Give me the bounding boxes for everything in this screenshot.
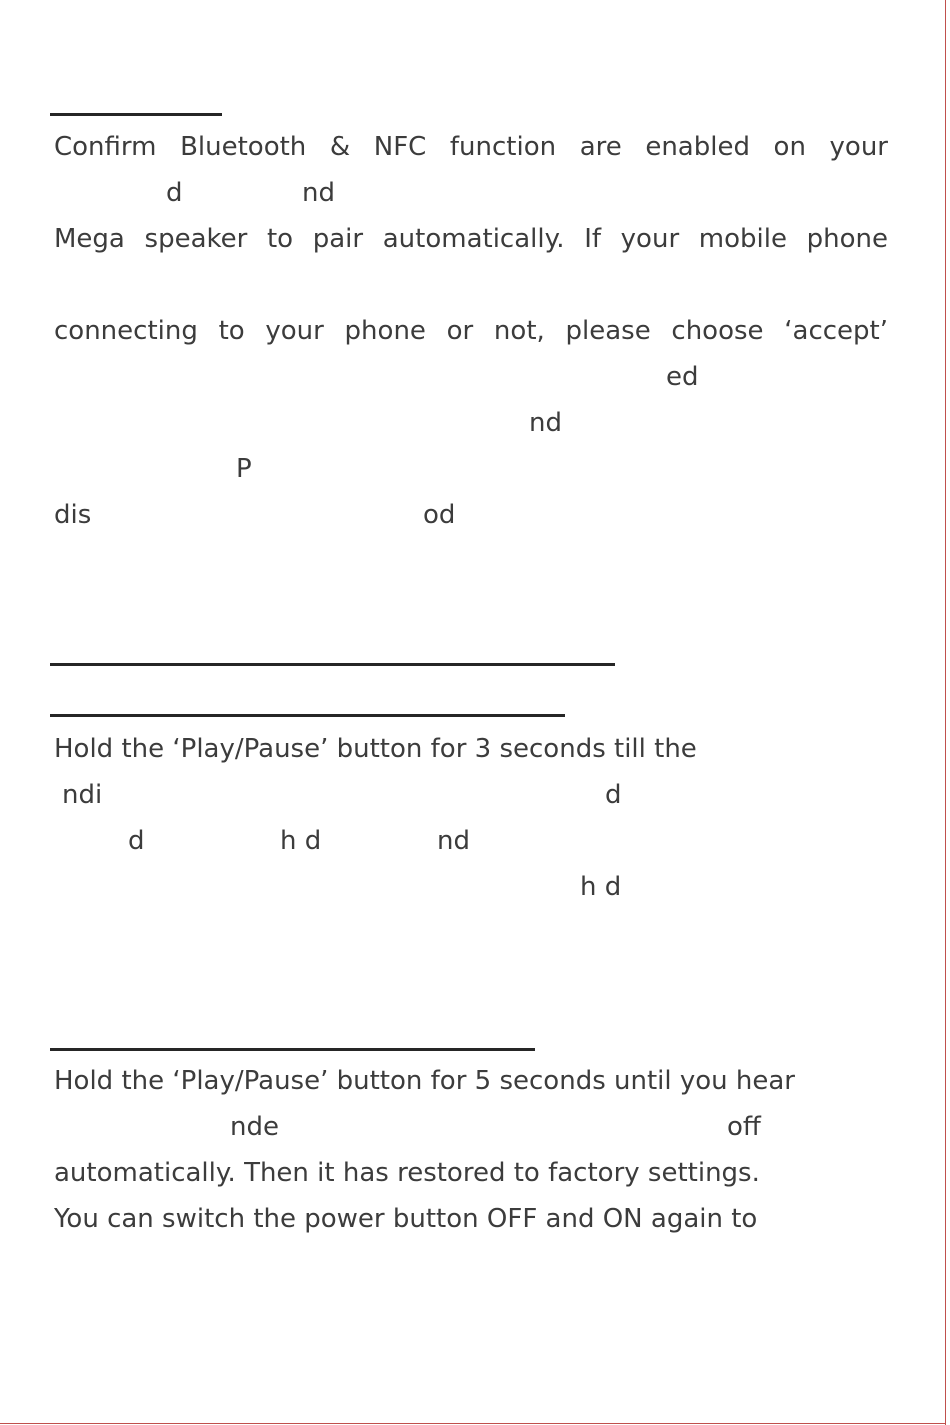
section-nfc-heading-rule — [50, 113, 222, 116]
section-reset-heading-rule — [50, 1048, 535, 1051]
section-nfc-fragment-ed: ed — [666, 362, 699, 392]
section-nfc-fragment-nd: nd — [302, 178, 335, 208]
section-nfc-fragment-d: d — [166, 178, 183, 208]
section-pairing-fragment-ndi: ndi — [62, 780, 103, 810]
section-pairing-fragment-hd: h d — [280, 826, 322, 856]
section-pairing-fragment-hd-2: h d — [580, 872, 622, 902]
page-border-right — [945, 0, 946, 1425]
section-reset-line-1: Hold the ‘Play/Pause’ button for 5 seconds until you hear — [54, 1066, 795, 1096]
page-border-bottom — [0, 1423, 946, 1424]
section-pairing-fragment-d-2: d — [128, 826, 145, 856]
section-pairing-fragment-nd: nd — [437, 826, 470, 856]
section-nfc-line-1: Confirm Bluetooth & NFC function are enabled on your — [54, 132, 888, 162]
section-nfc-fragment-p: P — [236, 454, 252, 484]
section-reset-line-3: automatically. Then it has restored to factory settings. — [54, 1158, 760, 1188]
section-pairing-heading-rule — [50, 714, 565, 717]
section-nfc-fragment-od: od — [423, 500, 456, 530]
section-pairing-fragment-d: d — [605, 780, 622, 810]
section-reset-fragment-off: off — [727, 1112, 761, 1142]
section-nfc-line-5: connecting to your phone or not, please choose ‘accept’ — [54, 316, 888, 346]
section-pairing-line-1: Hold the ‘Play/Pause’ button for 3 seconds till the — [54, 734, 697, 764]
section-reset-fragment-nde: nde — [230, 1112, 279, 1142]
section-pairing-heading-rule-top — [50, 663, 615, 666]
section-nfc-fragment-dis: dis — [54, 500, 92, 530]
section-nfc-line-3: Mega speaker to pair automatically. If your mobile phone — [54, 224, 888, 254]
section-nfc-fragment-nd-2: nd — [529, 408, 562, 438]
section-reset-line-4: You can switch the power button OFF and ON again to — [54, 1204, 758, 1234]
